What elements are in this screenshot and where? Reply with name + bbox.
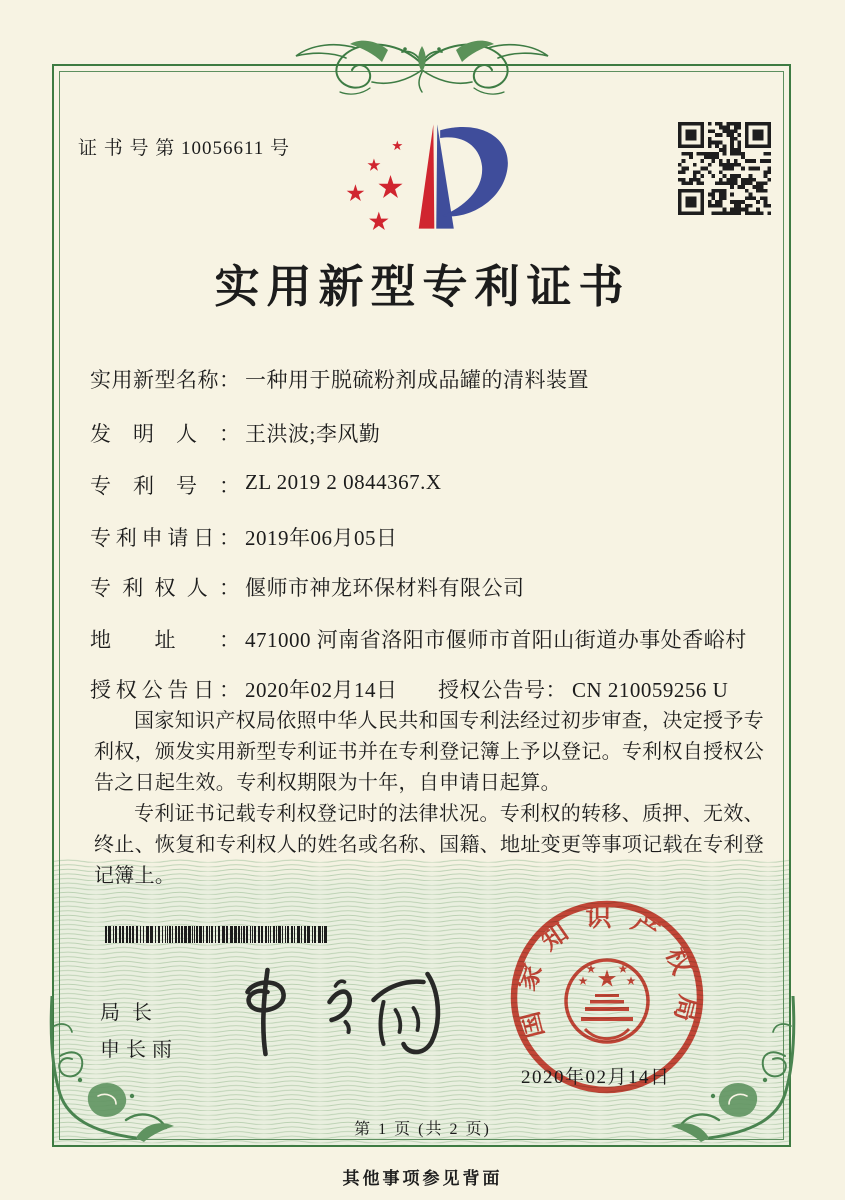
field-label: 专利申请日： — [90, 526, 240, 550]
field-label: 授权公告号： — [438, 678, 567, 702]
seal-arc-text: 国家知识产权局 — [510, 902, 704, 1042]
field-value: 王洪波;李风勤 — [245, 422, 381, 446]
field-value: 471000 河南省洛阳市偃师市首阳山街道办事处香峪村 — [245, 628, 747, 652]
cnipa-patent-logo-icon — [335, 118, 520, 236]
barcode — [105, 926, 329, 943]
legal-paragraph-1: 国家知识产权局依照中华人民共和国专利法经过初步审查，决定授予专利权，颁发实用新型专利证书并在专利登记簿上予以登记。专利权自授权公告之日起生效。专利权期限为十年，自申请日起算。 — [94, 710, 764, 794]
field-row-address — [90, 624, 780, 652]
seal-date: 2020年02月14日 — [521, 1067, 671, 1088]
field-value: 一种用于脱硫粉剂成品罐的清料装置 — [245, 368, 589, 392]
field-label: 实用新型名称： — [90, 368, 240, 392]
field-row-inventor — [90, 418, 780, 446]
certificate-number: 证 书 号 第 10056611 号 — [78, 138, 291, 159]
field-label: 授权公告日： — [90, 678, 240, 702]
back-side-note: 其他事项参见背面 — [342, 1169, 503, 1188]
field-value: ZL 2019 2 0844367.X — [245, 470, 442, 494]
field-row-invention-name — [90, 364, 780, 392]
page-number: 第 1 页 (共 2 页) — [354, 1121, 491, 1138]
officer-name: 申长雨 — [100, 1039, 178, 1061]
certificate-title: 实用新型专利证书 — [214, 262, 631, 312]
director-signature-icon — [225, 958, 455, 1063]
field-label: 专利号： — [90, 474, 240, 498]
legal-paragraph-2: 专利证书记载专利权登记时的法律状况。专利权的转移、质押、无效、终止、恢复和专利权人的姓名或名称、国籍、地址变更等事项记载在专利登记簿上。 — [94, 803, 764, 887]
qr-code — [678, 122, 771, 215]
field-row-patent-number — [90, 470, 780, 498]
field-value: 2020年02月14日 — [245, 678, 398, 702]
field-label: 发明人： — [90, 422, 240, 446]
legal-text — [94, 706, 764, 892]
field-row-filing-date — [90, 522, 780, 550]
dragon-scroll-ornament-icon — [272, 36, 572, 100]
field-label: 专利权人： — [90, 576, 240, 600]
field-pair-grant-number — [438, 674, 728, 704]
field-value: 偃师市神龙环保材料有限公司 — [245, 576, 525, 600]
field-row-patentee — [90, 572, 780, 600]
field-value: CN 210059256 U — [572, 678, 729, 702]
officer-role: 局长 — [100, 1002, 164, 1024]
field-label: 地址： — [90, 628, 240, 652]
field-row-grant-date — [90, 674, 780, 702]
national-emblem-icon — [566, 960, 648, 1042]
field-value: 2019年06月05日 — [245, 526, 398, 550]
